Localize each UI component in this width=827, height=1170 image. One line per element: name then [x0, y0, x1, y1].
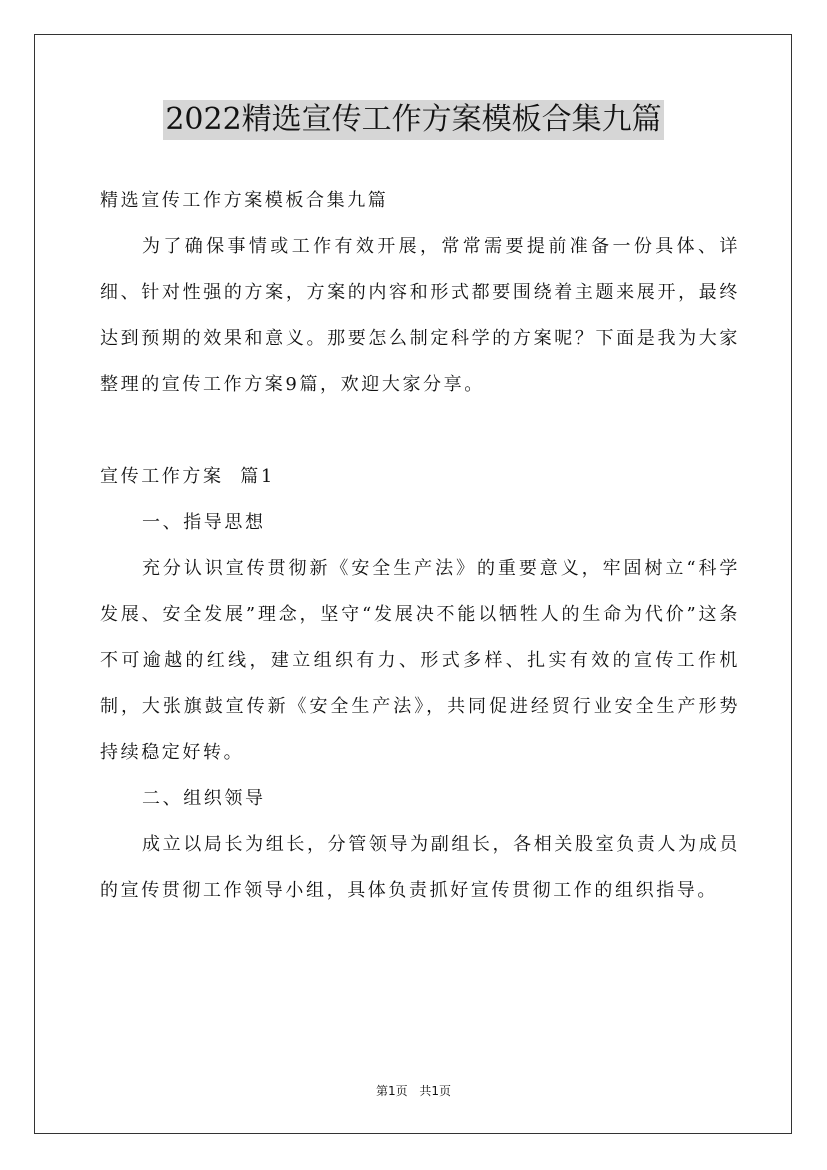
intro-paragraph: 为了确保事情或工作有效开展，常常需要提前准备一份具体、详细、针对性强的方案，方案的内容和形式都要围绕着主题来展开，最终达到预期的效果和意义。那要怎么制定科学的方案呢？下面是我为大家整理的宣传工作方案9篇，欢迎大家分享。	[100, 236, 740, 395]
page-number: 第1页	[375, 1084, 408, 1098]
heading-guiding-ideology: 一、指导思想	[142, 512, 266, 533]
paragraph-guiding-ideology: 充分认识宣传贯彻新《安全生产法》的重要意义，牢固树立“科学发展、安全发展”理念，坚守“发展决不能以牺牲人的生命为代价”这条不可逾越的红线，建立组织有力、形式多样、扎实有效的宣传工作机制，大张旗鼓宣传新《安全生产法》，共同促进经贸行业安全生产形势持续稳定好转。	[100, 558, 740, 763]
page-footer	[0, 1082, 827, 1099]
total-pages: 共1页	[419, 1084, 452, 1098]
heading-organization-leadership: 二、组织领导	[142, 788, 266, 809]
blank-line	[100, 408, 740, 454]
document-title: 2022精选宣传工作方案模板合集九篇	[163, 100, 663, 140]
paragraph-organization-leadership: 成立以局长为组长，分管领导为副组长，各相关股室负责人为成员的宣传贯彻工作领导小组，具体负责抓好宣传贯彻工作的组织指导。	[100, 834, 740, 901]
document-body	[100, 178, 740, 914]
document-subtitle: 精选宣传工作方案模板合集九篇	[100, 190, 389, 211]
title-container	[0, 100, 827, 140]
section-heading: 宣传工作方案 篇1	[100, 466, 275, 487]
